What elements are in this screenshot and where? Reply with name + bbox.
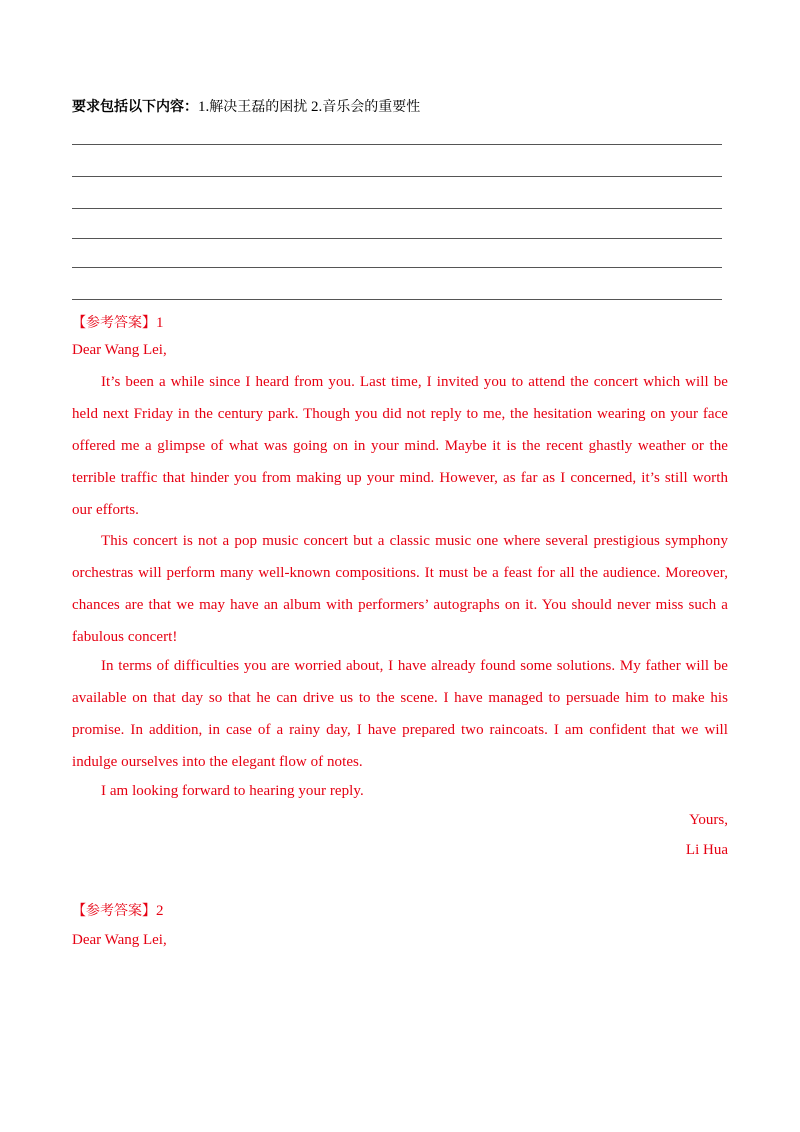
writing-line — [72, 238, 722, 239]
writing-line — [72, 176, 722, 177]
closing: Yours, — [689, 812, 728, 828]
answer-2-header — [72, 900, 164, 920]
paragraph-2: This concert is not a pop music concert but a classic music one where several prestigious symphony orchestras will perform many well-known compositions. It must be a feast for all the audience. Moreover, chances are that we may have an album with performers’ autographs on it. You should never miss such a fabulous concert! — [72, 533, 728, 645]
requirement-item1-text: 解决王磊的困扰 — [209, 99, 308, 115]
requirement-item2-text: 音乐会的重要性 — [322, 99, 421, 115]
paragraph-3: In terms of difficulties you are worried about, I have already found some solutions. My father will be available on that day so that he can drive us to the scene. I have managed to persuade him to make his promise. In addition, in case of a rainy day, I have prepared two raincoats. I am confident that we will indulge ourselves into the elegant flow of notes. — [72, 658, 728, 770]
answer-number: 1 — [156, 315, 164, 331]
answer-1-header — [72, 312, 164, 332]
answer-number: 2 — [156, 903, 164, 919]
salutation: Dear Wang Lei, — [72, 342, 167, 358]
salutation: Dear Wang Lei, — [72, 932, 167, 948]
paragraph-1: It’s been a while since I heard from you. Last time, I invited you to attend the concert which will be held next Friday in the century park. Though you did not reply to me, the hesitation wearing on your face offered me a glimpse of what was going on in your mind. Maybe it is the recent ghastly weather or the terrible traffic that hinder you from making up your mind. However, as far as I concerned, it’s still worth our efforts. — [72, 374, 728, 518]
requirement-label: 要求包括以下内容： — [72, 99, 198, 115]
answer-tag: 【参考答案】 — [72, 903, 156, 919]
requirement-line — [72, 96, 420, 118]
requirement-item1-num: 1. — [198, 99, 210, 115]
writing-line — [72, 208, 722, 209]
signature: Li Hua — [685, 842, 728, 858]
writing-line — [72, 144, 722, 145]
writing-line — [72, 299, 722, 300]
requirement-item2-num: 2. — [311, 99, 323, 115]
writing-line — [72, 267, 722, 268]
answer-tag: 【参考答案】 — [72, 315, 156, 331]
paragraph-4: I am looking forward to hearing your reply. — [101, 783, 364, 799]
